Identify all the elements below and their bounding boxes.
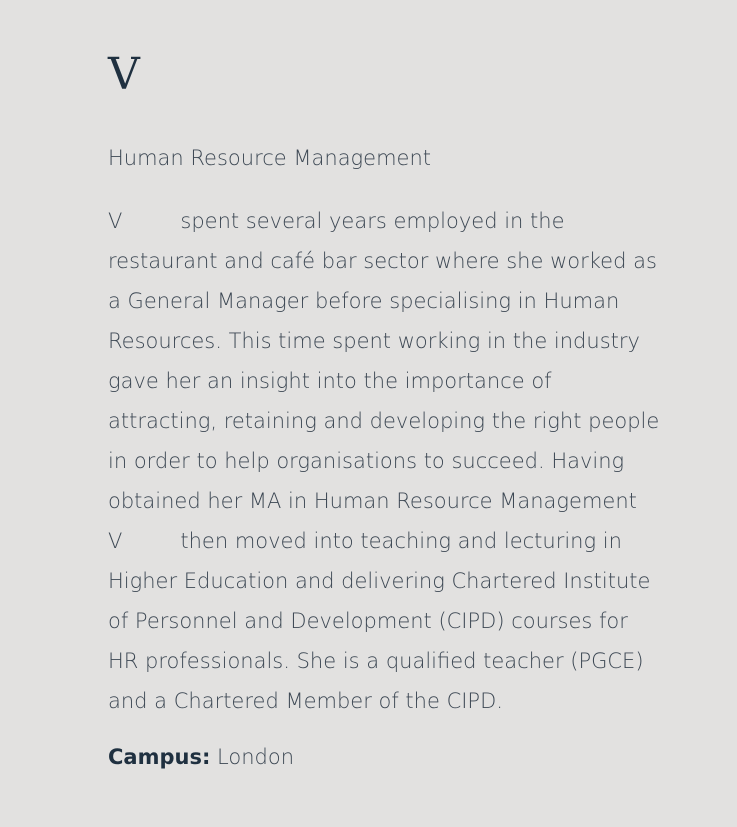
campus-value: London [217,745,295,769]
bio-line: attracting, retaining and developing the right people [108,409,660,433]
bio-line: gave her an insight into the importance of [108,369,552,393]
bio-line: a General Manager before specialising in Human [108,289,620,313]
bio-line: in order to help organisations to succeed. Having [108,449,625,473]
staff-bio [108,201,660,721]
bio-line [108,201,648,241]
staff-name: V [108,49,140,100]
bio-text: then moved into teaching and lecturing in [180,529,622,553]
bio-line: Higher Education and delivering Chartered Institute [108,569,651,593]
bio-name-initial: V [108,529,123,553]
staff-role: Human Resource Management [108,146,431,170]
bio-line: HR professionals. She is a qualified teacher (PGCE) [108,649,644,673]
bio-line: restaurant and café bar sector where she worked as [108,249,657,273]
bio-line: and a Chartered Member of the CIPD. [108,689,503,713]
campus-info [108,742,294,772]
bio-name-initial: V [108,209,123,233]
campus-label: Campus: [108,745,211,769]
bio-line: of Personnel and Development (CIPD) courses for [108,609,628,633]
bio-text: spent several years employed in the [180,209,565,233]
bio-line: obtained her MA in Human Resource Management [108,489,637,513]
bio-line [108,521,648,561]
bio-line: Resources. This time spent working in the industry [108,329,640,353]
